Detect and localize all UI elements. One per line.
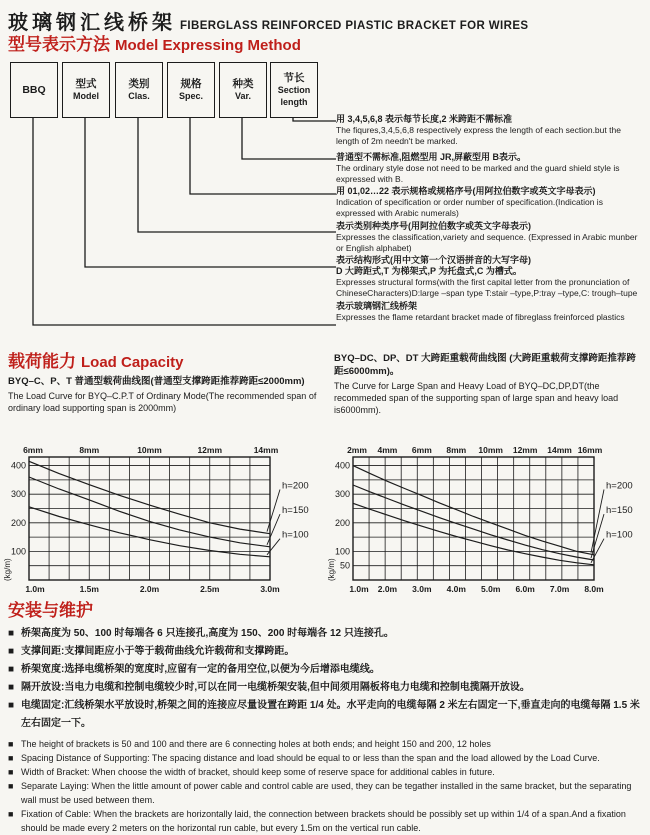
install-bullets-zh — [8, 625, 644, 733]
page-title-en: FIBERGLASS REINFORCED PIASTIC BRACKET FOR WIRES — [180, 20, 529, 32]
load-chart-ordinary — [2, 443, 324, 597]
model-box-sublabel: Var. — [234, 91, 252, 101]
intro-en: The Load Curve for BYQ–C.P.T of Ordinary Mode(The recommended span of ordinary load supporting span is 2000mm) — [8, 391, 317, 413]
note-section-length — [336, 114, 642, 146]
top-axis-label: 14mm — [253, 445, 279, 455]
y-tick-label: 400 — [334, 460, 350, 471]
y-tick-label: 300 — [10, 489, 26, 500]
note-en: Expresses structural forms(with the first capital letter from the pronunciation of ChineseCharacters)D:large –span type T:stair –type,P:tray –type,C: trough–tupe — [336, 277, 638, 298]
x-tick-label: 5.0m — [481, 584, 501, 594]
x-tick-label: 3.0m — [260, 584, 280, 594]
x-tick-label: 4.0m — [446, 584, 466, 594]
bullet-text: Separate Laying: When the little amount of power cable and control cable are used, they can be tegather installed in the same bracket, but the separating wall must be used between them. — [21, 781, 632, 805]
note-en: Indication of specification or order number of specification.(Indication is expressed with Arabic numerals) — [336, 197, 603, 218]
square-bullet-icon: ■ — [8, 809, 14, 819]
square-bullet-icon: ■ — [8, 767, 14, 777]
bullet-text: The height of brackets is 50 and 100 and there are 6 connecting holes at both ends; and height 150 and 200, 12 holes — [21, 739, 491, 749]
model-section-heading — [8, 30, 301, 55]
x-tick-label: 8.0m — [584, 584, 604, 594]
y-tick-label: 300 — [334, 489, 350, 500]
curve-label: h=200 — [282, 480, 309, 492]
model-box-label: 节长 — [283, 72, 305, 84]
y-tick-label: 200 — [334, 517, 350, 528]
model-box-label: BBQ — [22, 84, 46, 96]
square-bullet-icon: ■ — [8, 682, 15, 693]
bullet-text: Fixation of Cable: When the brackets are horizontally laid, the connection between brackets should be possibly set up within 1/4 of a span.And a fixation should be made every 2 meters on the horizontal run cable, but every 1.5m on the vertical run cable. — [21, 809, 626, 833]
y-tick-label: 50 — [339, 560, 350, 571]
note-bbq — [336, 301, 642, 323]
curve-label: h=150 — [606, 505, 633, 517]
x-tick-label: 6.0m — [515, 584, 535, 594]
curve-label: h=100 — [282, 529, 309, 541]
plot-border — [353, 457, 594, 580]
bullet-zh — [8, 625, 644, 643]
bullet-en — [8, 807, 644, 835]
note-zh: 用 01,02…22 表示规格或规格序号(用阿拉伯数字或英文字母表示) — [336, 186, 596, 196]
bullet-en — [8, 751, 644, 765]
x-tick-label: 1.5m — [79, 584, 99, 594]
note-en: Expresses the flame retardant bracket made of fibreglass freinforced plastics — [336, 312, 625, 322]
bullet-text: 桥架宽度:选择电缆桥架的宽度时,应留有一定的备用空位,以便为今后增添电缆线。 — [21, 664, 380, 675]
model-box-sublabel: Clas. — [128, 91, 150, 101]
model-heading-zh: 型号表示方法 — [8, 35, 110, 54]
curve-label: h=100 — [606, 529, 633, 541]
top-axis-label: 4mm — [377, 445, 398, 455]
note-zh: 表示玻璃钢汇线桥架 — [336, 301, 418, 311]
top-axis-label: 12mm — [197, 445, 223, 455]
square-bullet-icon: ■ — [8, 753, 14, 763]
square-bullet-icon: ■ — [8, 781, 14, 791]
note-structure — [336, 255, 642, 298]
x-tick-label: 1.0m — [25, 584, 45, 594]
square-bullet-icon: ■ — [8, 664, 15, 675]
top-axis-label: 6mm — [411, 445, 432, 455]
x-tick-label: 3.0m — [412, 584, 432, 594]
bullet-en — [8, 765, 644, 779]
bullet-text: 支撑间距:支撑间距应小于等于载荷曲线允许载荷和支撑跨距。 — [21, 646, 295, 657]
install-section — [8, 596, 644, 835]
top-axis-label: 10mm — [137, 445, 162, 455]
top-axis-label: 6mm — [23, 445, 43, 455]
intro-zh: BYQ–DC、DP、DT 大跨距重载荷曲线图 (大跨距重载荷支撑跨距推荐跨距≤6000mm)。 — [334, 353, 636, 377]
x-tick-label: 2.5m — [200, 584, 220, 594]
load-curve — [353, 503, 594, 565]
y-tick-label: 100 — [10, 546, 26, 557]
y-axis-label: (kg/m) — [327, 558, 336, 581]
load-heading-en: Load Capacity — [81, 354, 184, 371]
note-zh2: D 大跨距式,T 为梯架式,P 为托盘式,C 为槽式。 — [336, 266, 522, 276]
top-axis-label: 12mm — [512, 445, 538, 455]
bullet-text: 桥架高度为 50、100 时每端各 6 只连接孔,高度为 150、200 时每端各 12 只连接孔。 — [21, 628, 394, 639]
install-bullets-en — [8, 737, 644, 835]
x-tick-label: 2.0m — [139, 584, 160, 594]
model-box-label: 种类 — [232, 78, 254, 90]
model-box-label: 规格 — [180, 78, 202, 90]
y-tick-label: 200 — [10, 517, 26, 528]
load-capacity-heading — [8, 347, 184, 372]
intro-zh: BYQ–C、P、T 普通型载荷曲线图(普通型支撑跨距推荐跨距≤2000mm) — [8, 376, 305, 387]
model-box-sublabel: Spec. — [178, 91, 203, 101]
load-heading-zh: 载荷能力 — [8, 352, 76, 371]
install-heading: 安装与维护 — [8, 601, 93, 620]
x-tick-label: 7.0m — [549, 584, 570, 594]
top-axis-label: 2mm — [347, 445, 367, 455]
bullet-zh — [8, 661, 644, 679]
square-bullet-icon: ■ — [8, 646, 15, 657]
curve-label-leader — [267, 514, 280, 545]
top-axis-label: 8mm — [79, 445, 100, 455]
page-title: 玻璃钢汇线桥架 — [8, 12, 176, 34]
bullet-text: 隔开放设:当电力电缆和控制电缆较少时,可以在同一电缆桥架安装,但中间须用隔板将电力电缆和控制电揽隔开放设。 — [21, 682, 530, 693]
square-bullet-icon: ■ — [8, 739, 14, 749]
top-axis-label: 8mm — [446, 445, 467, 455]
bullet-text: Width of Bracket: When choose the width of bracket, should keep some of reserve space for additional cables in future. — [21, 767, 495, 777]
x-tick-label: 1.0m — [349, 584, 369, 594]
note-zh: 表示结构形式(用中文第一个汉语拼音的大写字母) — [336, 255, 531, 265]
curve-label: h=150 — [282, 505, 309, 517]
bullet-text: 电缆固定:汇线桥架水平放设时,桥架之间的连接应尽量设置在跨距 1/4 处。水平走向的电缆每隔 2 米左右固定一下,垂直走向的电缆每隔 1.5 米左右固定一下。 — [21, 700, 640, 729]
y-tick-label: 100 — [334, 546, 350, 557]
bullet-zh — [8, 643, 644, 661]
note-en: The ordinary style dose not need to be marked and the guard shield style is expressed with B. — [336, 163, 620, 184]
y-axis-label: (kg/m) — [3, 558, 12, 581]
model-box-label: 类别 — [128, 78, 150, 90]
curve-label: h=200 — [606, 480, 633, 492]
top-axis-label: 10mm — [478, 445, 504, 455]
model-code-diagram — [0, 55, 650, 347]
note-class — [336, 221, 642, 253]
load-curve-chart — [2, 443, 324, 597]
ordinary-curve-intro — [8, 375, 324, 414]
square-bullet-icon: ■ — [8, 628, 15, 639]
note-spec — [336, 186, 642, 218]
intro-en: The Curve for Large Span and Heavy Load of BYQ–DC,DP,DT(the recommeded span of the supporting span of large span and heavy load is6000mm). — [334, 381, 619, 415]
load-curve-chart — [326, 443, 648, 597]
x-tick-label: 2.0m — [377, 584, 398, 594]
model-box-label: 型式 — [75, 78, 97, 90]
model-box-sublabel: Model — [73, 91, 99, 101]
note-variety — [336, 152, 642, 184]
y-tick-label: 400 — [10, 460, 26, 471]
note-en: The fiqures,3,4,5,6,8 respectively express the length of each section.but the length of 2m needn't be marked. — [336, 125, 621, 146]
square-bullet-icon: ■ — [8, 700, 15, 711]
large-span-curve-intro — [334, 352, 644, 416]
note-zh: 用 3,4,5,6,8 表示每节长度,2 米跨距不需标准 — [336, 114, 513, 124]
bullet-zh — [8, 679, 644, 697]
bullet-en — [8, 779, 644, 807]
top-axis-label: 14mm — [547, 445, 572, 455]
note-zh: 普通型不需标准,阻燃型用 JR,屏蔽型用 B表示。 — [336, 152, 527, 162]
model-box-sublabel: Section length — [277, 85, 311, 107]
bullet-zh — [8, 697, 644, 733]
note-en: Expresses the classification,variety and sequence. (Expressed in Arabic munber or English alphabet) — [336, 232, 638, 253]
top-axis-label: 16mm — [577, 445, 603, 455]
load-chart-large-span — [326, 443, 648, 597]
bullet-en — [8, 737, 644, 751]
model-heading-en: Model Expressing Method — [115, 37, 301, 54]
bullet-text: Spacing Distance of Supporting: The spacing distance and load should be equal to or less than the span and the load allowed by the Load Curve. — [21, 753, 600, 763]
note-zh: 表示类别种类序号(用阿拉伯数字或英文字母表示) — [336, 221, 531, 231]
curve-label-leader — [267, 490, 280, 532]
